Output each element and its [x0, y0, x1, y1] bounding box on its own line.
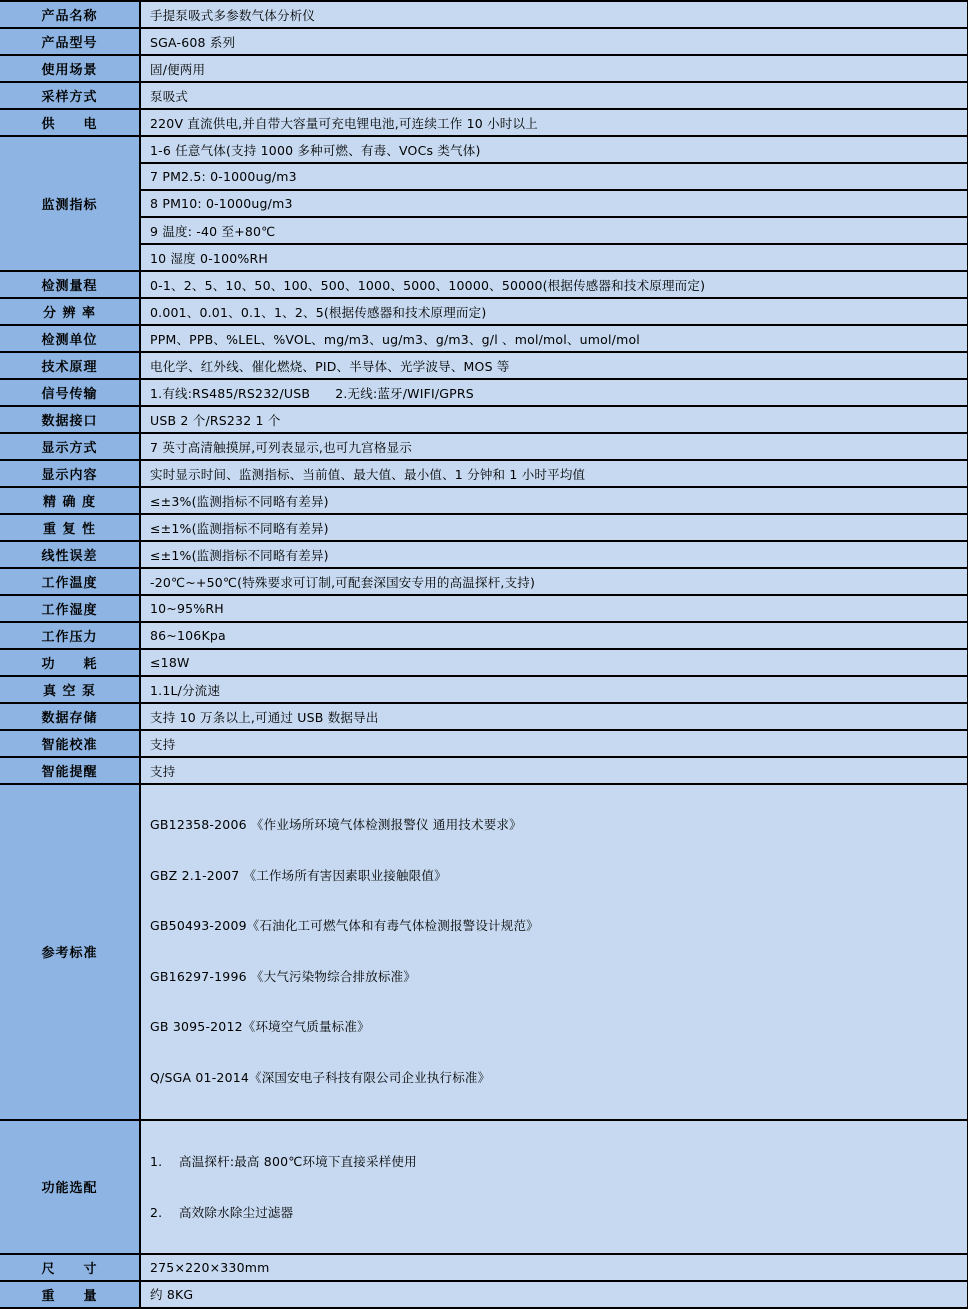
spec-label-data-storage: 数据存储 — [0, 703, 140, 730]
spec-label-weight: 重 量 — [0, 1281, 140, 1308]
spec-label-working-pressure: 工作压力 — [0, 622, 140, 649]
table-row — [0, 622, 968, 649]
table-row — [0, 190, 968, 217]
spec-label-display-mode: 显示方式 — [0, 433, 140, 460]
spec-value-dimensions: 275×220×330mm — [140, 1254, 968, 1281]
spec-subvalue-indicator-5: 10 湿度 0-100%RH — [140, 244, 968, 271]
spec-value-product-name: 手提泵吸式多参数气体分析仪 — [140, 1, 968, 28]
spec-value-reference-standards — [140, 784, 968, 1120]
spec-label-signal-transmission: 信号传输 — [0, 379, 140, 406]
table-row — [0, 271, 968, 298]
spec-value-resolution: 0.001、0.01、0.1、1、2、5(根据传感器和技术原理而定) — [140, 298, 968, 325]
spec-value-technical-principle: 电化学、红外线、催化燃烧、PID、半导体、光学波导、MOS 等 — [140, 352, 968, 379]
spec-label-monitoring-indicators: 监测指标 — [0, 136, 140, 271]
spec-label-sampling-method: 采样方式 — [0, 82, 140, 109]
table-row — [0, 55, 968, 82]
spec-label-usage-scene: 使用场景 — [0, 55, 140, 82]
spec-value-power-consumption: ≤18W — [140, 649, 968, 676]
table-row — [0, 1281, 968, 1308]
table-row — [0, 379, 968, 406]
spec-label-resolution: 分 辨 率 — [0, 298, 140, 325]
table-row — [0, 109, 968, 136]
spec-value-working-pressure: 86~106Kpa — [140, 622, 968, 649]
spec-label-smart-calibration: 智能校准 — [0, 730, 140, 757]
table-row — [0, 1120, 968, 1254]
spec-label-data-interface: 数据接口 — [0, 406, 140, 433]
spec-subvalue-indicator-3: 8 PM10: 0-1000ug/m3 — [140, 190, 968, 217]
table-row — [0, 163, 968, 190]
table-row — [0, 1, 968, 28]
spec-label-dimensions: 尺 寸 — [0, 1254, 140, 1281]
table-row — [0, 352, 968, 379]
spec-label-model: 产品型号 — [0, 28, 140, 55]
spec-subvalue-indicator-1: 1-6 任意气体(支持 1000 多种可燃、有毒、VOCs 类气体) — [140, 136, 968, 163]
spec-label-detection-range: 检测量程 — [0, 271, 140, 298]
spec-label-detection-unit: 检测单位 — [0, 325, 140, 352]
table-row — [0, 298, 968, 325]
table-row — [0, 595, 968, 622]
spec-value-power-supply: 220V 直流供电,并自带大容量可充电锂电池,可连续工作 10 小时以上 — [140, 109, 968, 136]
spec-label-working-temperature: 工作温度 — [0, 568, 140, 595]
standard-line-4: GB16297-1996 《大气污染物综合排放标准》 — [150, 968, 417, 984]
spec-subvalue-indicator-4: 9 温度: -40 至+80℃ — [140, 217, 968, 244]
spec-value-display-content: 实时显示时间、监测指标、当前值、最大值、最小值、1 分钟和 1 小时平均值 — [140, 460, 968, 487]
table-row — [0, 676, 968, 703]
spec-value-optional-functions — [140, 1120, 968, 1254]
spec-value-accuracy: ≤±3%(监测指标不同略有差异) — [140, 487, 968, 514]
spec-value-usage-scene: 固/便两用 — [140, 55, 968, 82]
spec-label-power-supply: 供 电 — [0, 109, 140, 136]
table-row — [0, 28, 968, 55]
spec-subvalue-indicator-2: 7 PM2.5: 0-1000ug/m3 — [140, 163, 968, 190]
table-row — [0, 460, 968, 487]
spec-value-detection-range: 0-1、2、5、10、50、100、500、1000、5000、10000、50000(根据传感器和技术原理而定) — [140, 271, 968, 298]
spec-label-product-name: 产品名称 — [0, 1, 140, 28]
table-row — [0, 514, 968, 541]
table-row — [0, 406, 968, 433]
table-row — [0, 568, 968, 595]
spec-value-working-humidity: 10~95%RH — [140, 595, 968, 622]
spec-label-repeatability: 重 复 性 — [0, 514, 140, 541]
spec-value-model: SGA-608 系列 — [140, 28, 968, 55]
table-row — [0, 757, 968, 784]
spec-label-vacuum-pump: 真 空 泵 — [0, 676, 140, 703]
standard-line-5: GB 3095-2012《环境空气质量标准》 — [150, 1019, 370, 1035]
spec-value-vacuum-pump: 1.1L/分流速 — [140, 676, 968, 703]
spec-label-display-content: 显示内容 — [0, 460, 140, 487]
spec-label-reference-standards: 参考标准 — [0, 784, 140, 1120]
spec-value-smart-reminder: 支持 — [140, 757, 968, 784]
standard-line-1: GB12358-2006 《作业场所环境气体检测报警仪 通用技术要求》 — [150, 817, 522, 832]
standard-line-2: GBZ 2.1-2007 《工作场所有害因素职业接触限值》 — [150, 867, 447, 883]
spec-value-sampling-method: 泵吸式 — [140, 82, 968, 109]
table-row — [0, 784, 968, 1120]
standard-line-6: Q/SGA 01-2014《深国安电子科技有限公司企业执行标准》 — [150, 1069, 491, 1085]
table-row — [0, 1254, 968, 1281]
spec-label-optional-functions: 功能选配 — [0, 1120, 140, 1254]
spec-value-linearity-error: ≤±1%(监测指标不同略有差异) — [140, 541, 968, 568]
spec-value-data-interface: USB 2 个/RS232 1 个 — [140, 406, 968, 433]
option-line-1: 1. 高温探杆:最高 800℃环境下直接采样使用 — [150, 1153, 417, 1169]
spec-label-linearity-error: 线性误差 — [0, 541, 140, 568]
table-row — [0, 730, 968, 757]
table-row — [0, 136, 968, 163]
spec-value-signal-transmission: 1.有线:RS485/RS232/USB 2.无线:蓝牙/WIFI/GPRS — [140, 379, 968, 406]
spec-label-accuracy: 精 确 度 — [0, 487, 140, 514]
table-row — [0, 541, 968, 568]
table-row — [0, 649, 968, 676]
spec-label-smart-reminder: 智能提醒 — [0, 757, 140, 784]
spec-value-detection-unit: PPM、PPB、%LEL、%VOL、mg/m3、ug/m3、g/m3、g/l 、mol/mol、umol/mol — [140, 325, 968, 352]
standard-line-3: GB50493-2009《石油化工可燃气体和有毒气体检测报警设计规范》 — [150, 918, 539, 934]
table-row — [0, 703, 968, 730]
spec-label-working-humidity: 工作湿度 — [0, 595, 140, 622]
table-row — [0, 244, 968, 271]
option-line-2: 2. 高效除水除尘过滤器 — [150, 1204, 294, 1220]
table-row — [0, 217, 968, 244]
spec-value-smart-calibration: 支持 — [140, 730, 968, 757]
spec-label-technical-principle: 技术原理 — [0, 352, 140, 379]
table-row — [0, 433, 968, 460]
spec-value-display-mode: 7 英寸高清触摸屏,可列表显示,也可九宫格显示 — [140, 433, 968, 460]
spec-label-power-consumption: 功 耗 — [0, 649, 140, 676]
spec-value-weight: 约 8KG — [140, 1281, 968, 1308]
spec-value-working-temperature: -20℃~+50℃(特殊要求可订制,可配套深国安专用的高温探杆,支持) — [140, 568, 968, 595]
spec-value-repeatability: ≤±1%(监测指标不同略有差异) — [140, 514, 968, 541]
table-row — [0, 325, 968, 352]
table-row — [0, 82, 968, 109]
table-row — [0, 487, 968, 514]
spec-value-data-storage: 支持 10 万条以上,可通过 USB 数据导出 — [140, 703, 968, 730]
